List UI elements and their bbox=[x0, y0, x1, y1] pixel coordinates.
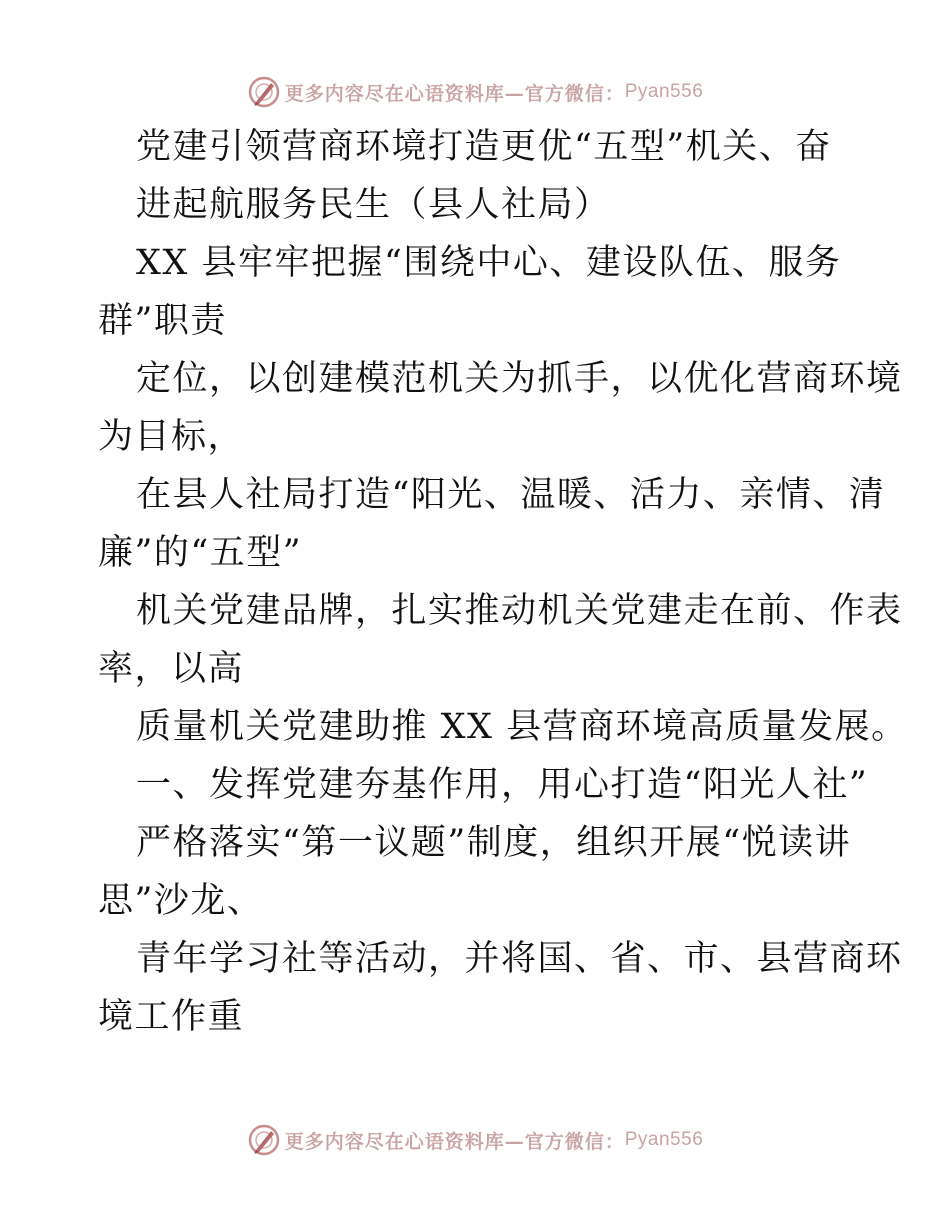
text-line: 进起航服务民生（县人社局） bbox=[136, 185, 611, 225]
text-line: 机关党建品牌，扎实推动机关党建走在前、作表 bbox=[136, 591, 903, 631]
text-line: 严格落实“第一议题”制度，组织开展“悦读讲 bbox=[136, 823, 852, 863]
text-line: 境工作重 bbox=[98, 997, 245, 1037]
text-line: 质量机关党建助推 XX 县营商环境高质量发展。 bbox=[136, 707, 908, 747]
text-line: 率，以高 bbox=[98, 649, 245, 689]
banner-wechat-id: Pyan556 bbox=[624, 1129, 704, 1150]
text-line: 定位，以创建模范机关为抓手，以优化营商环境 bbox=[136, 359, 903, 399]
banner-text: 更多内容尽在心语资料库—官方微信： bbox=[284, 82, 625, 105]
footer-banner bbox=[0, 1120, 950, 1160]
document-body bbox=[98, 118, 908, 1046]
text-line: 为目标， bbox=[98, 417, 245, 457]
pen-logo-icon bbox=[247, 1123, 281, 1157]
text-line: 党建引领营商环境打造更优“五型”机关、奋 bbox=[136, 127, 832, 167]
banner-text: 更多内容尽在心语资料库—官方微信： bbox=[284, 1130, 625, 1153]
banner-wechat-id: Pyan556 bbox=[624, 81, 704, 102]
text-line: XX 县牢牢把握“围绕中心、建设队伍、服务 bbox=[136, 243, 842, 283]
pen-logo-icon bbox=[247, 75, 281, 109]
text-line: 群”职责 bbox=[98, 301, 227, 341]
text-line: 青年学习社等活动，并将国、省、市、县营商环 bbox=[136, 939, 903, 979]
text-line: 廉”的“五型” bbox=[98, 533, 303, 573]
text-line: 思”沙龙、 bbox=[98, 881, 264, 921]
text-line: 一、发挥党建夯基作用，用心打造“阳光人社” bbox=[136, 765, 869, 805]
text-line: 在县人社局打造“阳光、温暖、活力、亲情、清 bbox=[136, 475, 886, 515]
header-banner bbox=[0, 72, 950, 112]
